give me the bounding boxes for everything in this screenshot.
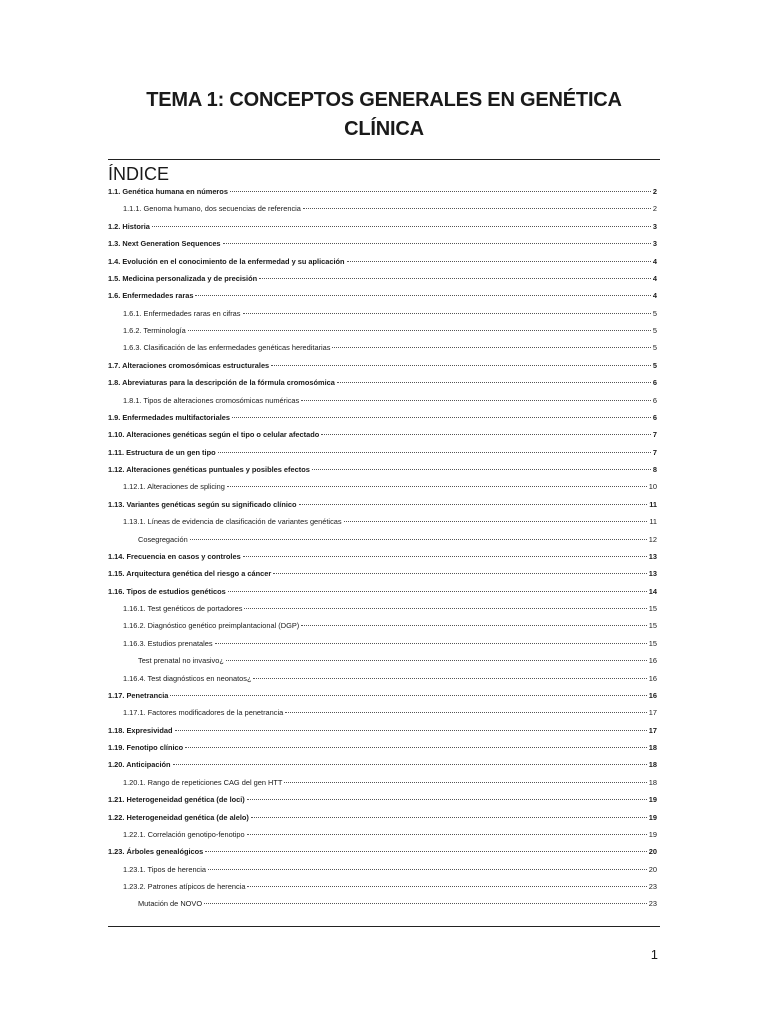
- toc-dot-leader: [228, 591, 647, 592]
- toc-entry[interactable]: [108, 791, 657, 808]
- toc-dot-leader: [215, 643, 647, 644]
- toc-entry-page: 3: [652, 239, 657, 249]
- toc-dot-leader: [232, 417, 651, 418]
- toc-entry-page: 23: [648, 899, 657, 909]
- toc-entry[interactable]: [108, 339, 657, 356]
- heading-divider: [108, 159, 660, 160]
- toc-entry-page: 13: [648, 569, 657, 579]
- toc-entry-page: 2: [652, 204, 657, 214]
- toc-dot-leader: [284, 782, 646, 783]
- toc-dot-leader: [170, 695, 646, 696]
- toc-entry-page: 13: [648, 551, 657, 561]
- toc-dot-leader: [321, 434, 651, 435]
- toc-entry[interactable]: [108, 270, 657, 287]
- toc-dot-leader: [243, 556, 647, 557]
- toc-entry[interactable]: [108, 548, 657, 565]
- toc-dot-leader: [188, 330, 651, 331]
- toc-entry-page: 19: [648, 812, 657, 822]
- toc-entry-title: 1.20. Anticipación: [108, 760, 171, 770]
- toc-entry-page: 6: [652, 395, 657, 405]
- toc-entry-title: 1.6.2. Terminología: [123, 326, 186, 335]
- toc-entry[interactable]: [108, 322, 657, 339]
- toc-dot-leader: [190, 539, 647, 540]
- footer-divider: [108, 926, 660, 927]
- toc-dot-leader: [195, 295, 650, 296]
- toc-entry[interactable]: [108, 704, 657, 721]
- toc-dot-leader: [173, 764, 647, 765]
- toc-dot-leader: [247, 834, 647, 835]
- toc-entry[interactable]: [108, 635, 657, 652]
- toc-entry-page: 18: [648, 777, 657, 787]
- toc-entry-page: 10: [648, 482, 657, 492]
- toc-dot-leader: [226, 660, 647, 661]
- toc-dot-leader: [247, 886, 646, 887]
- toc-entry-title: 1.16.1. Test genéticos de portadores: [123, 604, 243, 613]
- toc-dot-leader: [243, 313, 651, 314]
- toc-entry[interactable]: [108, 739, 657, 756]
- toc-entry-title: 1.15. Arquitectura genética del riesgo a cáncer: [108, 569, 272, 579]
- toc-dot-leader: [251, 817, 647, 818]
- toc-dot-leader: [230, 191, 651, 192]
- toc-entry-page: 7: [652, 430, 657, 440]
- toc-entry-title: 1.16.4. Test diagnósticos en neonatos¿: [123, 673, 252, 683]
- toc-dot-leader: [337, 382, 651, 383]
- toc-entry-page: 4: [652, 256, 657, 266]
- toc-entry[interactable]: [108, 895, 657, 912]
- toc-dot-leader: [332, 347, 650, 348]
- toc-entry[interactable]: [108, 617, 657, 634]
- toc-entry-title: 1.2. Historia: [108, 221, 150, 231]
- toc-entry[interactable]: [108, 670, 657, 687]
- toc-entry-page: 16: [648, 690, 657, 700]
- toc-entry[interactable]: [108, 461, 657, 478]
- toc-entry[interactable]: [108, 478, 657, 495]
- toc-entry[interactable]: [108, 253, 657, 270]
- toc-dot-leader: [247, 799, 647, 800]
- toc-entry-page: 16: [648, 673, 657, 683]
- toc-entry-title: 1.1. Genética humana en números: [108, 187, 228, 196]
- toc-entry-page: 4: [652, 273, 657, 283]
- toc-entry-page: 18: [648, 743, 657, 752]
- toc-entry[interactable]: [108, 305, 657, 322]
- toc-entry[interactable]: [108, 583, 657, 600]
- toc-dot-leader: [303, 208, 651, 209]
- toc-entry-page: 17: [648, 725, 657, 735]
- toc-entry-page: 20: [648, 864, 657, 874]
- toc-entry[interactable]: [108, 652, 657, 669]
- toc-entry[interactable]: [108, 756, 657, 773]
- toc-entry-title: 1.3. Next Generation Sequences: [108, 239, 221, 249]
- toc-entry-title: 1.7. Alteraciones cromosómicas estructurales: [108, 360, 270, 370]
- toc-dot-leader: [227, 486, 647, 487]
- toc-dot-leader: [185, 747, 647, 748]
- toc-entry[interactable]: [108, 287, 657, 304]
- toc-entry-title: 1.13.1. Líneas de evidencia de clasificación de variantes genéticas: [123, 517, 342, 527]
- toc-entry-title: Test prenatal no invasivo¿: [138, 656, 224, 666]
- toc-entry-title: 1.14. Frecuencia en casos y controles: [108, 551, 241, 561]
- toc-entry-page: 11: [649, 517, 657, 527]
- toc-entry-title: 1.19. Fenotipo clínico: [108, 743, 184, 752]
- toc-entry[interactable]: [108, 357, 657, 374]
- toc-entry-title: 1.16. Tipos de estudios genéticos: [108, 586, 226, 596]
- toc-entry-page: 15: [648, 604, 657, 613]
- toc-entry-page: 11: [649, 499, 657, 509]
- toc-entry-title: 1.23.1. Tipos de herencia: [123, 864, 206, 874]
- toc-entry-title: 1.9. Enfermedades multifactoriales: [108, 412, 230, 422]
- toc-entry-title: 1.22. Heterogeneidad genética (de alelo): [108, 812, 249, 822]
- toc-entry-page: 7: [652, 447, 657, 457]
- toc-dot-leader: [299, 504, 648, 505]
- toc-entry-title: 1.10. Alteraciones genéticas según el tipo o celular afectado: [108, 430, 320, 440]
- toc-entry-title: 1.17.1. Factores modificadores de la penetrancia: [123, 708, 284, 718]
- toc-entry-page: 5: [652, 326, 657, 335]
- toc-entry-page: 2: [652, 187, 657, 196]
- toc-entry[interactable]: [108, 496, 657, 513]
- toc-entry[interactable]: [108, 235, 657, 252]
- toc-dot-leader: [208, 869, 647, 870]
- toc-dot-leader: [271, 365, 651, 366]
- toc-entry[interactable]: [108, 183, 657, 200]
- toc-entry-page: 20: [648, 847, 657, 857]
- toc-entry[interactable]: [108, 444, 657, 461]
- toc-entry[interactable]: [108, 878, 657, 895]
- toc-entry-page: 5: [652, 360, 657, 370]
- toc-entry-title: 1.4. Evolución en el conocimiento de la enfermedad y su aplicación: [108, 256, 345, 266]
- toc-entry-page: 14: [648, 586, 657, 596]
- toc-dot-leader: [259, 278, 651, 279]
- toc-entry-title: 1.5. Medicina personalizada y de precisión: [108, 273, 258, 283]
- toc-dot-leader: [223, 243, 651, 244]
- toc-entry-title: 1.12. Alteraciones genéticas puntuales y posibles efectos: [108, 465, 310, 474]
- toc-entry[interactable]: [108, 531, 657, 548]
- toc-dot-leader: [205, 851, 646, 852]
- toc-dot-leader: [204, 903, 647, 904]
- toc-dot-leader: [285, 712, 647, 713]
- toc-entry[interactable]: [108, 374, 657, 391]
- toc-entry-page: 16: [648, 656, 657, 666]
- toc-entry-title: Cosegregación: [138, 534, 188, 544]
- toc-entry-page: 17: [648, 708, 657, 718]
- toc-entry-title: 1.18. Expresividad: [108, 725, 173, 735]
- toc-dot-leader: [175, 730, 647, 731]
- toc-dot-leader: [273, 573, 647, 574]
- toc-entry-page: 23: [648, 882, 657, 891]
- toc-entry-title: Mutación de NOVO: [138, 899, 203, 909]
- toc-entry-title: 1.6.3. Clasificación de las enfermedades genéticas hereditarias: [123, 343, 331, 353]
- toc-entry[interactable]: [108, 843, 657, 860]
- toc-entry[interactable]: [108, 826, 657, 843]
- toc-entry-title: 1.8. Abreviaturas para la descripción de la fórmula cromosómica: [108, 378, 335, 388]
- toc-dot-leader: [244, 608, 646, 609]
- toc-entry-title: 1.13. Variantes genéticas según su significado clínico: [108, 499, 297, 509]
- toc-entry[interactable]: [108, 600, 657, 617]
- toc-entry[interactable]: [108, 861, 657, 878]
- toc-entry-title: 1.17. Penetrancia: [108, 690, 169, 700]
- toc-entry-title: 1.22.1. Correlación genotipo-fenotipo: [123, 829, 245, 839]
- toc-entry-title: 1.11. Estructura de un gen tipo: [108, 447, 216, 457]
- toc-entry-page: 15: [648, 638, 657, 648]
- toc-entry-page: 3: [652, 221, 657, 231]
- toc-entry[interactable]: [108, 426, 657, 443]
- toc-entry-page: 15: [648, 621, 657, 631]
- toc-entry-page: 6: [652, 378, 657, 388]
- toc-entry[interactable]: [108, 809, 657, 826]
- toc-dot-leader: [347, 261, 651, 262]
- toc-dot-leader: [152, 226, 651, 227]
- toc-entry[interactable]: [108, 200, 657, 217]
- toc-entry[interactable]: [108, 409, 657, 426]
- toc-entry-title: 1.20.1. Rango de repeticiones CAG del gen HTT: [123, 777, 283, 787]
- toc-entry-page: 6: [652, 412, 657, 422]
- toc-entry[interactable]: [108, 218, 657, 235]
- toc-entry-title: 1.6.1. Enfermedades raras en cifras: [123, 308, 241, 318]
- toc-entry-title: 1.23.2. Patrones atípicos de herencia: [123, 882, 246, 891]
- toc-entry-page: 18: [648, 760, 657, 770]
- page-number: 1: [650, 947, 658, 962]
- toc-entry[interactable]: [108, 565, 657, 582]
- toc-entry-title: 1.23. Árboles genealógicos: [108, 847, 204, 857]
- toc-entry-page: 19: [648, 795, 657, 805]
- toc-entry-page: 4: [652, 291, 657, 301]
- toc-entry-page: 5: [652, 308, 657, 318]
- toc-entry-title: 1.16.2. Diagnóstico genético preimplantacional (DGP): [123, 621, 300, 631]
- toc-dot-leader: [253, 678, 646, 679]
- document-title: TEMA 1: CONCEPTOS GENERALES EN GENÉTICA CLÍNICA: [146, 89, 622, 140]
- toc-entry-title: 1.21. Heterogeneidad genética (de loci): [108, 795, 245, 805]
- toc-dot-leader: [301, 625, 647, 626]
- toc-dot-leader: [301, 400, 651, 401]
- toc-entry-page: 5: [652, 343, 657, 353]
- toc-entry-title: 1.1.1. Genoma humano, dos secuencias de referencia: [123, 204, 301, 214]
- toc-entry-title: 1.12.1. Alteraciones de splicing: [123, 482, 225, 492]
- toc-dot-leader: [344, 521, 648, 522]
- toc-entry[interactable]: [108, 722, 657, 739]
- toc-entry[interactable]: [108, 687, 657, 704]
- toc-entry[interactable]: [108, 392, 657, 409]
- toc-entry-title: 1.8.1. Tipos de alteraciones cromosómicas numéricas: [123, 395, 300, 405]
- toc-entry[interactable]: [108, 513, 657, 530]
- toc-dot-leader: [312, 469, 651, 470]
- toc-entry-page: 19: [648, 829, 657, 839]
- toc-entry-page: 8: [652, 465, 657, 474]
- toc-entry[interactable]: [108, 774, 657, 791]
- toc-entry-page: 12: [648, 534, 657, 544]
- toc-entry-title: 1.16.3. Estudios prenatales: [123, 638, 213, 648]
- toc-dot-leader: [218, 452, 651, 453]
- index-heading: ÍNDICE: [108, 164, 170, 184]
- toc-entry-title: 1.6. Enfermedades raras: [108, 291, 194, 301]
